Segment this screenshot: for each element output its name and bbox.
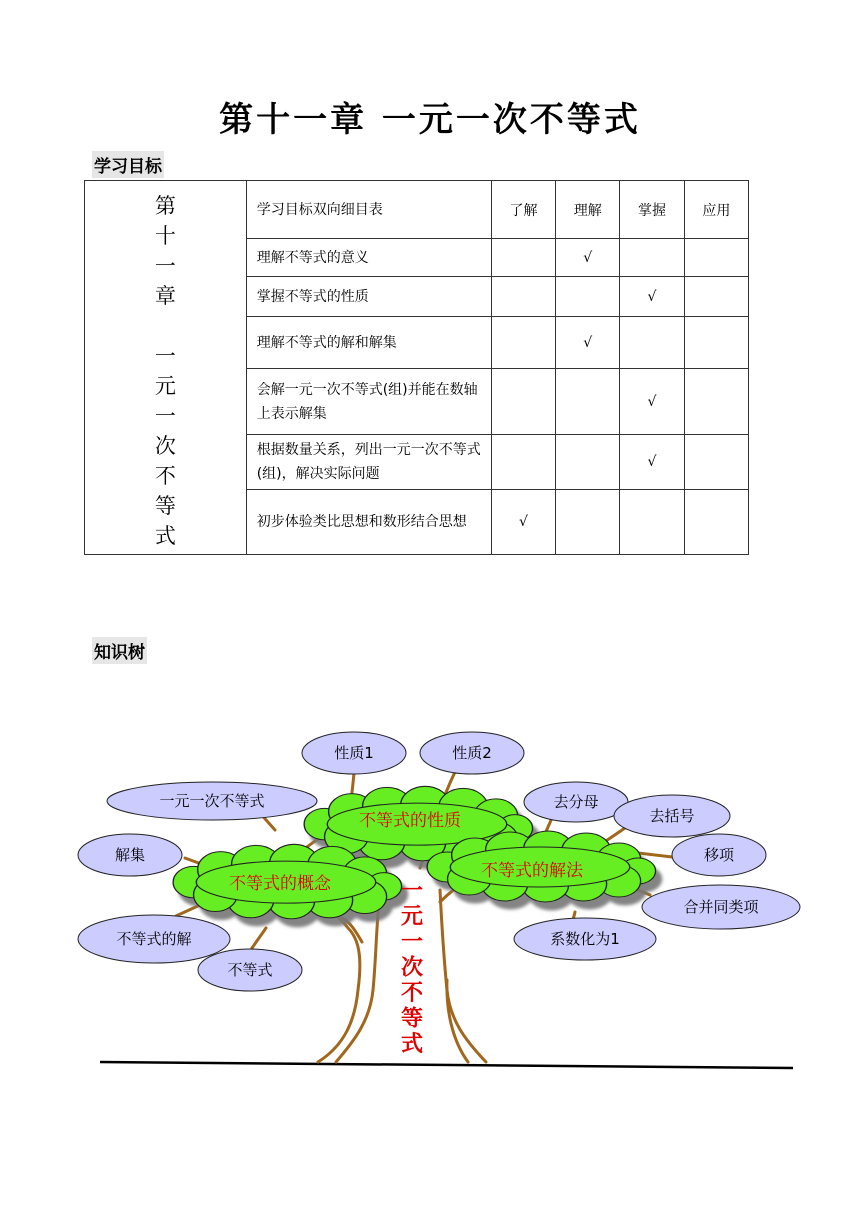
- cloud-concept-label: 不等式的概念: [229, 874, 331, 894]
- mark-cell: √: [491, 490, 555, 555]
- goal-cell: 理解不等式的解和解集: [246, 317, 491, 369]
- mark-cell: [684, 317, 748, 369]
- trunk-char: 式: [400, 1032, 424, 1057]
- chapter-char: [95, 311, 236, 341]
- table-header-understand: 理解: [556, 181, 620, 239]
- mark-cell: [491, 369, 555, 435]
- table-header-know: 了解: [491, 181, 555, 239]
- mark-cell: [684, 239, 748, 277]
- goal-cell: 会解一元一次不等式(组)并能在数轴上表示解集: [246, 369, 491, 435]
- chapter-char: 章: [154, 283, 176, 308]
- chapter-char: 一: [154, 343, 176, 368]
- leaf-coefficient-label: 系数化为1: [550, 930, 620, 948]
- table-header-goal: 学习目标双向细目表: [246, 181, 491, 239]
- leaf-prop1-label: 性质1: [334, 744, 374, 762]
- leaf-solution-set-label: 解集: [114, 846, 146, 864]
- mark-cell: [556, 435, 620, 490]
- mark-cell: [491, 317, 555, 369]
- section-label-tree: 知识树: [92, 637, 147, 664]
- goal-cell: 初步体验类比思想和数形结合思想: [246, 490, 491, 555]
- table-header-row: [85, 181, 749, 239]
- chapter-char: 不: [154, 463, 176, 488]
- mark-cell: [620, 490, 684, 555]
- mark-cell: [620, 239, 684, 277]
- mark-cell: [684, 490, 748, 555]
- chapter-cell: [85, 181, 247, 555]
- trunk-char: 不: [400, 981, 424, 1006]
- chapter-char: 一: [154, 403, 176, 428]
- leaf-inequality-label: 不等式: [227, 961, 273, 979]
- mark-cell: √: [620, 435, 684, 490]
- table-header-apply: 应用: [684, 181, 748, 239]
- mark-cell: [491, 277, 555, 317]
- chapter-char: 第: [154, 193, 176, 218]
- mark-cell: √: [620, 277, 684, 317]
- mark-cell: √: [556, 317, 620, 369]
- ground-line: [100, 1062, 793, 1068]
- goals-table: [84, 180, 749, 555]
- mark-cell: [556, 490, 620, 555]
- mark-cell: [491, 239, 555, 277]
- leaf-prop2-label: 性质2: [452, 744, 492, 762]
- chapter-char: 元: [154, 373, 176, 398]
- section-label-goals: 学习目标: [92, 151, 164, 178]
- goal-cell: 掌握不等式的性质: [246, 277, 491, 317]
- goal-cell: 理解不等式的意义: [246, 239, 491, 277]
- trunk-char: 元: [400, 904, 424, 930]
- mark-cell: √: [620, 369, 684, 435]
- leaf-denominator-label: 去分母: [553, 793, 599, 811]
- mark-cell: √: [556, 239, 620, 277]
- chapter-char: 一: [154, 253, 176, 278]
- page-title: 第十一章 一元一次不等式: [219, 100, 641, 140]
- trunk-char: 次: [400, 955, 424, 981]
- goal-cell: 根据数量关系，列出一元一次不等式(组)，解决实际问题: [246, 435, 491, 490]
- table-header-master: 掌握: [620, 181, 684, 239]
- leaf-combine-label: 合并同类项: [683, 898, 759, 916]
- mark-cell: [491, 435, 555, 490]
- mark-cell: [556, 369, 620, 435]
- leaf-linear-label: 一元一次不等式: [159, 792, 265, 810]
- trunk-label: [401, 879, 423, 1057]
- mark-cell: [684, 435, 748, 490]
- chapter-char: 等: [154, 493, 176, 518]
- knowledge-tree: [0, 690, 860, 1090]
- cloud-method-label: 不等式的解法: [481, 861, 583, 881]
- leaf-solution-label: 不等式的解: [116, 930, 192, 948]
- leaf-transpose-label: 移项: [703, 846, 735, 864]
- trunk-char: 一: [400, 930, 424, 955]
- chapter-char: 次: [154, 433, 176, 458]
- mark-cell: [620, 317, 684, 369]
- leaf-brackets-label: 去括号: [649, 807, 695, 825]
- mark-cell: [684, 277, 748, 317]
- trunk-char: 一: [400, 879, 424, 904]
- mark-cell: [556, 277, 620, 317]
- trunk-char: 等: [400, 1006, 424, 1032]
- mark-cell: [684, 369, 748, 435]
- cloud-property-label: 不等式的性质: [359, 811, 461, 831]
- chapter-char: 十: [154, 223, 176, 248]
- chapter-char: 式: [154, 523, 176, 548]
- chapter-vertical-text: [95, 185, 236, 551]
